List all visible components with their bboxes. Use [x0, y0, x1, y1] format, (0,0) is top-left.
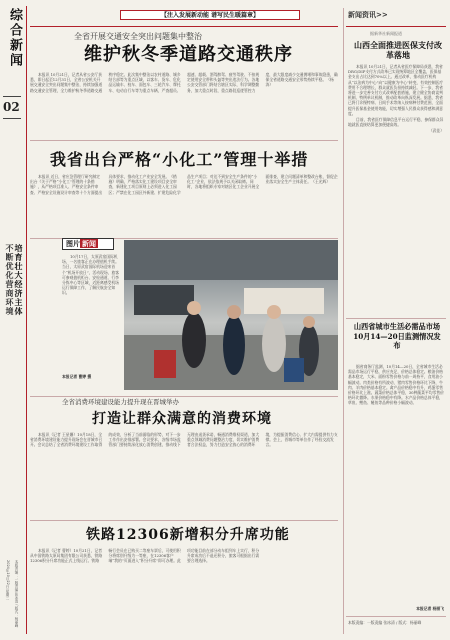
railway-body: 本报讯（记者 曹婷）10月21日，记者从中国铁路太原局集团有限公司获悉，铁路12306积分升席功能正式上线运行。铁路畅行会员在已购买二等座车票后，可使用积分将席别升级为一等座，在12306客户端“我的”页面进入“积分升席”即可办理。此项功能目前在部分动车组列车上实行，积分升席成功后不退还积分，旅客可根据出行需要合理选择。	[30, 548, 260, 564]
lead-title: 维护秋冬季道路交通秩序	[84, 44, 293, 65]
footer-editor: 本版责编：一版责编 张冰清 / 版式：杨丽峰	[15, 560, 19, 628]
consumer-body: 本报讯（记者 王星姗）10月18日，全省消费环境建设能力提升现场会在晋城市召开。会议总结了全省消费环境建设工作取得的成效，分析了当前面临的形势，对下一步工作作出安排部署。会议要求，各级市场监管部门要持续深化放心消费创建，推动线下无理由退货承诺，畅通消费维权渠道，加大重点领域消费问题整治力度，切实维护消费者合法权益，努力打造安全放心的消费环境，为提振消费信心、扩大内需提供有力支撑。会上，晋城市等单位作了经验交流发言。	[30, 432, 338, 448]
consumer-title: 打造让群众满意的消费环境	[92, 411, 272, 427]
airport-checkin-scene	[124, 240, 338, 390]
masthead-section	[4, 8, 24, 68]
slogan-right: 培育壮大经济主体	[14, 244, 24, 316]
news-column-heading: 新闻资讯>>	[348, 10, 388, 19]
right-footer: 本版责编：一版责编 张冰清 / 版式：杨丽峰	[348, 620, 422, 625]
consumer-kicker: 全省消费环境建设能力提升现在晋城举办	[62, 398, 179, 406]
news-photo	[124, 240, 338, 390]
railway-title: 铁路12306新增积分升席功能	[86, 527, 290, 543]
page-number: 02	[3, 100, 20, 114]
photo-caption: 10月17日，太原武宿国际机场，一名旅客正在办理值机手续。当日，太原武宿国际机场迎来首个“机场开放日”，活动现场，旅客可参观值机柜台、安检通道、行李分拣中心等区域，近距离感受机场运行保障工作，了解民航安全知识。	[62, 254, 120, 296]
chem-title: 我省出台严格“小化工”管理十举措	[50, 150, 309, 169]
slogan-left: 不断优化营商环境	[5, 244, 15, 316]
lead-body: 本报讯 10月21日，记者从省公安厅获悉，即日起至12月31日，全省公安机关开展交通安全突出问题集中整治，持续加强道路交通安全管理，全力维护秋冬季道路交通秩序稳定。此次集中整治以农村道路、城乡结合部等为重点区域，以客车、货车、危化品运输车、校车、面包车、三轮汽车、摩托车、电动自行车等为重点车辆，严查超员、超速、超载、酒驾醉驾、疲劳驾驶、不按规定使用安全带和头盔等突出违法行为。各地公安交管部门将结合辖区实际，科学调整勤务，加大重点时段、重点路段巡逻管控力度，最大限度减少交通拥堵和事故隐患，确保全省道路交通安全形势持续平稳。（杨涛）	[30, 72, 338, 93]
chem-body: 本报讯 近日，省应急管理厅研究制定出台《关于严格“小化工”管理的十条措施》，从严格项目准入、严格安全条件审查、严格安全设施设计审查等十个方面提出具体要求，推动化工产业安全发展。《措施》明确，严格落实化工建设项目安全审查，新建化工项目原则上必须进入化工园区；严禁在化工园区外新建、扩建危险化学品生产项目；对达不到安全生产条件的“小化工”企业，依法依规予以关闭取缔。同时，各地将组织专家对辖区化工企业开展全面排查，建立问题清单和整改台账，督促企业落实安全生产主体责任。（王光辉）	[30, 174, 338, 195]
right-body-1: 本报讯 10月21日，记者从省医疗保障局获悉，我省DRG/DIP支付方式改革已实现统筹地区全覆盖，医保基金支出占比达到70%以上。通过改革，推动医疗机构从“以治病为中心”向“以健康为中心”转变，有效控制医疗费用不合理增长，群众就医负担持续减轻。下一步，我省将进一步完善支付方式改革配套措施，建立健全协商谈判机制、特例单议机制，推动改革向纵深发展。据悉，我省已将门诊慢特病、日间手术等纳入按病种付费范围，全面提升医保基金使用效能，切实增强人民群众获得感和满意度。 目前，我省医疗保障信息平台运行平稳，参保群众异地就医直接结算更加便捷高效。 （武佳）	[348, 64, 444, 134]
photo-credit: 本报记者 曹婷 摄	[62, 374, 92, 379]
footer-date: 2024年10月22日 星期二	[6, 560, 10, 600]
right-title-1: 山西全面推进医保支付改革落地	[354, 40, 442, 60]
section-title: 综合新闻	[7, 8, 22, 68]
lead-kicker: 全省开展交通安全突出问题集中整治	[74, 32, 202, 41]
top-banner: 【注入发展新动能 谱写民生暖篇章】	[120, 10, 300, 20]
right-credit-2: 本报记者 杨丽飞	[416, 606, 444, 611]
right-body-2: 据省商务厅监测，10月14—20日，全省城市生活必需品市场运行平稳，供应充足，价格总体稳定。粮油价格基本稳定，大米、面粉零售价格与前一周持平，食用油小幅波动。肉类价格有所波动，猪肉零售价格环比下降，牛肉、羊肉价格基本稳定。禽产品价格稳中有升，鸡蛋零售价格环比上涨。蔬菜价格总体平稳，30种蔬菜平均零售价格环比微降。水果价格稳中有降。水产品价格总体平稳，草鱼、鲤鱼、鲢鱼等品种价格小幅波动。	[348, 364, 444, 406]
right-source: 据新华社新闻报道	[370, 31, 402, 36]
photo-label: 图片 新闻	[62, 238, 114, 250]
right-title-2: 山西省城市生活必需品市场10月14—20日监测情况发布	[353, 322, 441, 351]
